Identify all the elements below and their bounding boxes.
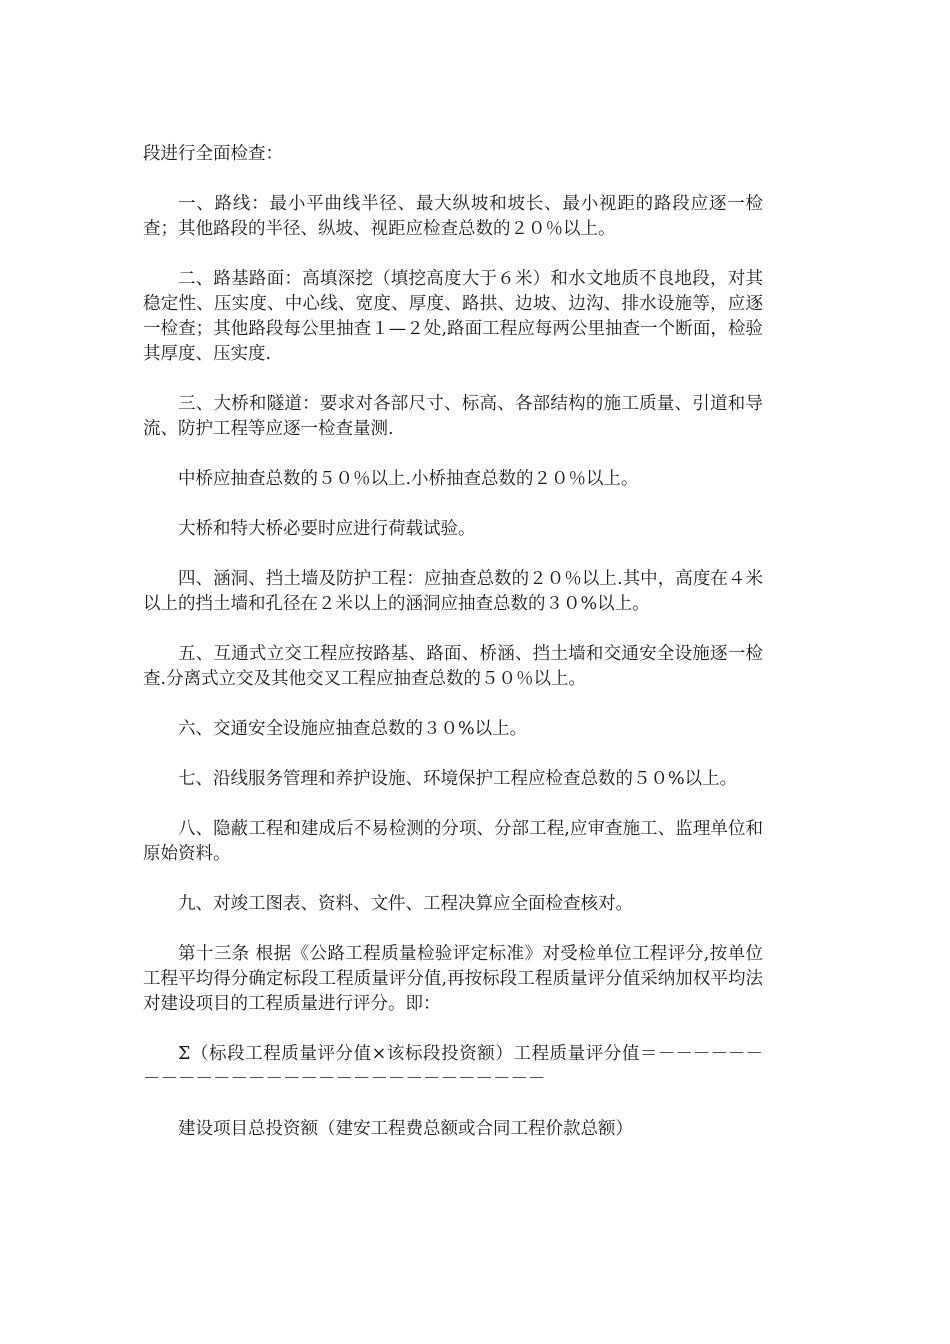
paragraph-culvert: 四、涵洞、挡土墙及防护工程：应抽查总数的２０％以上.其中，高度在４米以上的挡土墙和孔径在２米以上的涵洞应抽查总数的３０%以上。 <box>143 569 763 614</box>
paragraph-article-13: 第十三条 根据《公路工程质量检验评定标准》对受检单位工程评分,按单位工程平均得分确定标段工程质量评分值,再按标段工程质量评分值采纳加权平均法对建设项目的工程质量进行评分。即： <box>143 944 763 1014</box>
paragraph-route: 一、路线：最小平曲线半径、最大纵坡和坡长、最小视距的路段应逐一检查；其他路段的半径、纵坡、视距应检查总数的２０％以上。 <box>143 194 763 239</box>
paragraph-load-test: 大桥和特大桥必要时应进行荷载试验。 <box>178 519 476 539</box>
formula-numerator: Σ（标段工程质量评分值×该标段投资额）工程质量评分值＝－－－－－－－－－－－－－－－－－－－－－－－－－－－－－ <box>143 1044 763 1089</box>
paragraph-service: 七、沿线服务管理和养护设施、环境保护工程应检查总数的５０%以上。 <box>178 769 738 789</box>
paragraph-intro: 段进行全面检查： <box>143 144 283 164</box>
formula-denominator: 建设项目总投资额（建安工程费总额或合同工程价款总额） <box>178 1119 633 1139</box>
paragraph-medium-bridge: 中桥应抽查总数的５０％以上.小桥抽查总数的２０％以上。 <box>178 469 639 489</box>
paragraph-bridge-tunnel: 三、大桥和隧道：要求对各部尺寸、标高、各部结构的施工质量、引道和导流、防护工程等应逐一检查量测. <box>143 394 763 439</box>
document-page <box>143 142 763 1167</box>
paragraph-interchange: 五、互通式立交工程应按路基、路面、桥涵、挡土墙和交通安全设施逐一检查.分离式立交及其他交叉工程应抽查总数的５０％以上。 <box>143 644 763 689</box>
paragraph-completion: 九、对竣工图表、资料、文件、工程决算应全面检查核对。 <box>178 894 633 914</box>
paragraph-concealed: 八、隐蔽工程和建成后不易检测的分项、分部工程,应审查施工、监理单位和原始资料。 <box>143 819 763 864</box>
paragraph-subgrade: 二、路基路面：高填深挖（填挖高度大于６米）和水文地质不良地段，对其稳定性、压实度、中心线、宽度、厚度、路拱、边坡、边沟、排水设施等，应逐一检查；其他路段每公里抽查１—２处,路面工程应每两公里抽查一个断面，检验其厚度、压实度. <box>143 269 763 364</box>
paragraph-safety: 六、交通安全设施应抽查总数的３０%以上。 <box>178 719 528 739</box>
